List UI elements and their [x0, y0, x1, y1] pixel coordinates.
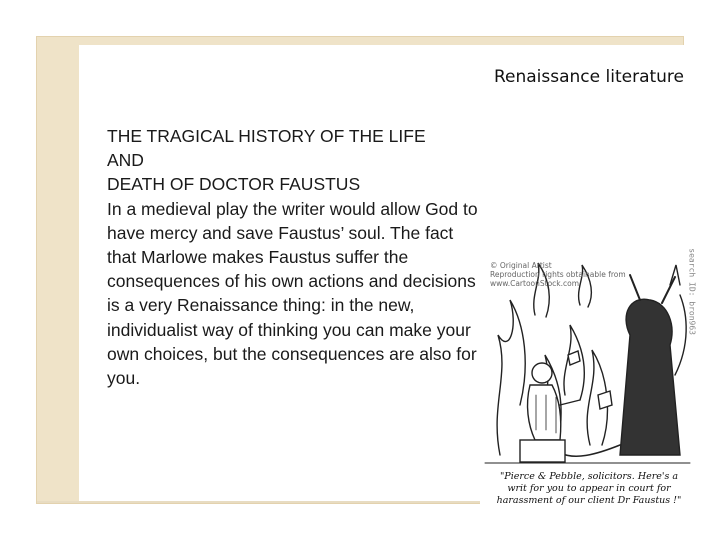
cartoon-caption: "Pierce & Pebble, solicitors. Here's a writ for you to appear in court for harassment of our client Dr Faustus !": [496, 471, 682, 506]
devil-body: [620, 299, 680, 455]
heading-line-2: AND: [107, 150, 144, 171]
body-paragraph: In a medieval play the writer would allow God to have mercy and save Faustus’ soul. The fact that Marlowe makes Faustus suffer the consequences of his own actions and decisions is a very Renaissance thing: in the new, individualist way of thinking you can make your own choices, but the consequences are also for you.: [107, 198, 478, 389]
slide-body: [107, 124, 487, 390]
watermark-line-1: © Original Artist: [490, 261, 552, 270]
heading-line-1: THE TRAGICAL HISTORY OF THE LIFE: [107, 126, 426, 146]
slide-title: Renaissance literature: [493, 67, 684, 87]
cartoon-search-id: search ID: bron963: [688, 248, 697, 335]
flame-left: [497, 300, 525, 455]
watermark-line-3: www.CartoonStock.com: [490, 279, 580, 288]
faustus-cartoon: [480, 248, 697, 535]
heading-line-3: DEATH OF DOCTOR FAUSTUS: [107, 174, 361, 195]
watermark-line-2: Reproduction rights obtainable from: [490, 270, 626, 279]
man-head: [532, 363, 552, 383]
cartoon-watermark: [490, 261, 626, 288]
